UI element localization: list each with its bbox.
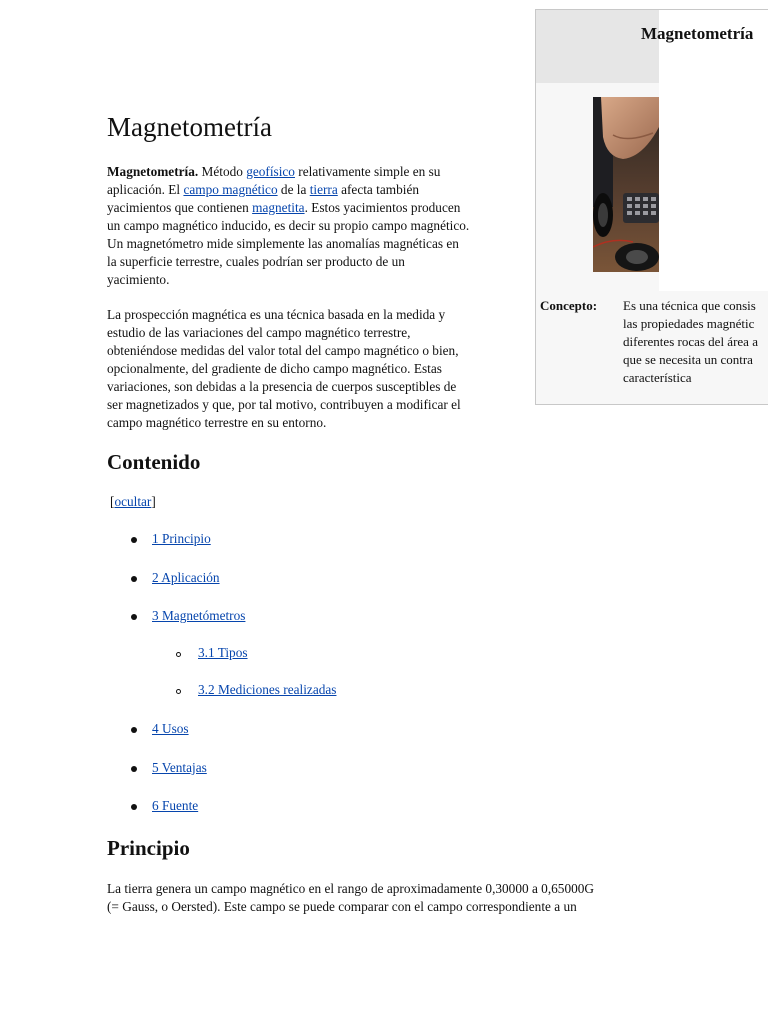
- intro-line: Un magnetómetro mide simplemente las anomalías magnéticas en: [107, 236, 459, 251]
- intro-text: . Estos yacimientos producen: [304, 200, 461, 215]
- intro-line: [107, 199, 522, 217]
- intro-text: aplicación. El: [107, 182, 184, 197]
- link-tierra[interactable]: tierra: [309, 182, 338, 197]
- circle-bullet-icon: [176, 652, 181, 657]
- toc-item-usos[interactable]: 4 Usos: [152, 721, 189, 736]
- intro-text: relativamente simple en su: [294, 164, 441, 179]
- toc-heading: Contenido: [107, 450, 201, 474]
- bullet-icon: [131, 766, 137, 772]
- bullet-icon: [131, 727, 137, 733]
- infobox-row-value-line: característica: [623, 370, 692, 385]
- link-magnetita[interactable]: magnetita: [252, 200, 305, 215]
- link-campo-magnetico[interactable]: campo magnético: [183, 182, 278, 197]
- toc-item-mediciones[interactable]: 3.2 Mediciones realizadas: [198, 682, 337, 697]
- toc-item-principio[interactable]: 1 Principio: [152, 531, 211, 546]
- infobox-row-value: [623, 297, 768, 387]
- infobox-row-label: Concepto:: [540, 298, 598, 313]
- toc-item-magnetometros[interactable]: 3 Magnetómetros: [152, 608, 246, 623]
- bullet-icon: [131, 614, 137, 620]
- toc-item-aplicacion[interactable]: 2 Aplicación: [152, 570, 220, 585]
- paragraph-line: ser magnetizados y que, por tal motivo, contribuyen a modificar el: [107, 397, 461, 412]
- infobox-row-value-line: las propiedades magnétic: [623, 316, 755, 331]
- intro-text: Método: [198, 164, 247, 179]
- toc-item-ventajas[interactable]: 5 Ventajas: [152, 760, 207, 775]
- infobox-image-white: [659, 83, 768, 291]
- intro-text: de la: [277, 182, 310, 197]
- infobox-row-value-line: Es una técnica que consis: [623, 298, 756, 313]
- circle-bullet-icon: [176, 689, 181, 694]
- intro-text: yacimientos que contienen: [107, 200, 253, 215]
- magnetometer-photo: [593, 97, 659, 272]
- toc-hide-link[interactable]: ocultar: [114, 494, 152, 509]
- intro-line: yacimiento.: [107, 272, 170, 287]
- infobox: [535, 9, 768, 405]
- toc-item-fuente[interactable]: 6 Fuente: [152, 798, 199, 813]
- photo-graphic: [593, 97, 659, 272]
- intro-text: afecta también: [337, 182, 419, 197]
- infobox-title: Magnetometría: [641, 24, 754, 43]
- intro-line: la superficie terrestre, cuales podrían ser producto de un: [107, 254, 405, 269]
- paragraph-line: obteniéndose medidas del valor total del campo magnético o bien,: [107, 343, 459, 358]
- paragraph-line: estudio de las variaciones del campo magnético terrestre,: [107, 325, 411, 340]
- prospeccion-paragraph: [107, 306, 522, 432]
- paragraph-line: campo magnético terrestre en su entorno.: [107, 415, 327, 430]
- link-geofisico[interactable]: geofísico: [246, 164, 295, 179]
- principio-paragraph: [107, 880, 667, 916]
- intro-line: [107, 163, 522, 181]
- infobox-header-white: [659, 10, 768, 83]
- bullet-icon: [131, 576, 137, 582]
- paragraph-line: La tierra genera un campo magnético en el rango de aproximadamente 0,30000 a 0,65000G: [107, 881, 594, 896]
- bullet-icon: [131, 804, 137, 810]
- paragraph-line: opcionalmente, del gradiente de dicho campo magnético. Estas: [107, 361, 442, 376]
- paragraph-line: La prospección magnética es una técnica basada en la medida y: [107, 307, 446, 322]
- infobox-row-value-line: que se necesita un contra: [623, 352, 753, 367]
- toc-item-tipos[interactable]: 3.1 Tipos: [198, 645, 248, 660]
- paragraph-line: variaciones, son debidas a la presencia de cuerpos susceptibles de: [107, 379, 457, 394]
- bullet-icon: [131, 537, 137, 543]
- infobox-row-value-line: diferentes rocas del área a: [623, 334, 758, 349]
- toc-toggle: [ocultar]: [110, 494, 156, 509]
- paragraph-line: (= Gauss, o Oersted). Este campo se puede comparar con el campo correspondiente a un: [107, 899, 577, 914]
- page-title: Magnetometría: [107, 112, 272, 142]
- intro-line: un campo magnético inducido, es decir su propio campo magnético.: [107, 218, 470, 233]
- section-heading-principio: Principio: [107, 836, 190, 860]
- intro-paragraph: [107, 163, 522, 289]
- intro-bold-lead: Magnetometría.: [107, 164, 199, 179]
- intro-line: [107, 181, 522, 199]
